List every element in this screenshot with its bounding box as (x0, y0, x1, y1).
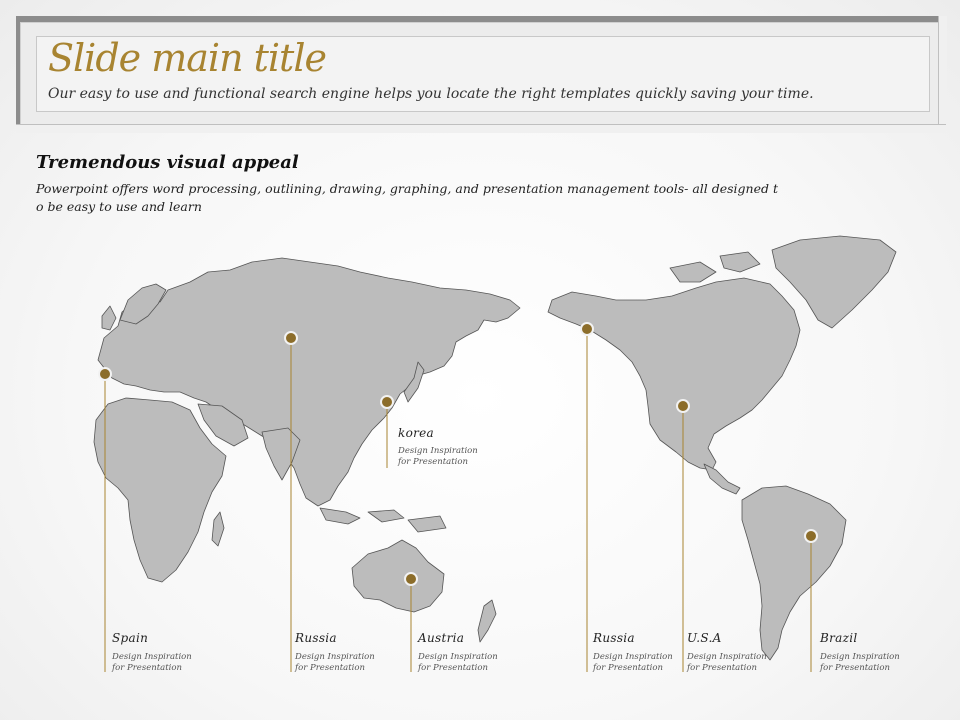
section-body-line-1: Powerpoint offers word processing, outlining, drawing, graphing, and presentation management tools- all designed t (36, 181, 778, 196)
marker-label-russia-2: Russia (593, 631, 635, 645)
marker-desc-russia-1 (295, 652, 395, 674)
marker-desc-line: for Presentation (112, 663, 182, 673)
marker-label-brazil: Brazil (820, 631, 858, 645)
slide-title: Slide main title (48, 36, 326, 80)
marker-desc-russia-2 (593, 652, 693, 674)
marker-dot-korea (381, 396, 393, 408)
marker-label-russia-1: Russia (295, 631, 337, 645)
slide-subtitle: Our easy to use and functional search engine helps you locate the right templates quickly saving your time. (48, 86, 814, 102)
marker-desc-line: Design Inspiration (593, 652, 673, 662)
marker-label-usa: U.S.A (687, 631, 722, 645)
section-body-line-2: o be easy to use and learn (36, 199, 202, 214)
marker-desc-austria (418, 652, 518, 674)
marker-desc-line: for Presentation (418, 663, 488, 673)
marker-desc-spain (112, 652, 212, 674)
marker-desc-line: for Presentation (687, 663, 757, 673)
marker-dot-austria (405, 573, 417, 585)
marker-desc-line: for Presentation (820, 663, 890, 673)
section-heading: Tremendous visual appeal (36, 152, 299, 173)
marker-dot-russia-1 (285, 332, 297, 344)
marker-desc-line: Design Inspiration (418, 652, 498, 662)
marker-dot-brazil (805, 530, 817, 542)
marker-desc-line: for Presentation (398, 457, 468, 467)
marker-desc-line: Design Inspiration (112, 652, 192, 662)
marker-dot-russia-2 (581, 323, 593, 335)
marker-desc-brazil (820, 652, 920, 674)
marker-desc-line: Design Inspiration (687, 652, 767, 662)
marker-desc-line: Design Inspiration (820, 652, 900, 662)
marker-desc-usa (687, 652, 787, 674)
marker-desc-line: Design Inspiration (295, 652, 375, 662)
marker-dot-spain (99, 368, 111, 380)
marker-label-spain: Spain (112, 631, 149, 645)
marker-desc-line: for Presentation (295, 663, 365, 673)
marker-label-austria: Austria (418, 631, 465, 645)
marker-desc-korea (398, 446, 498, 468)
marker-label-korea: korea (398, 426, 434, 440)
marker-desc-line: for Presentation (593, 663, 663, 673)
marker-desc-line: Design Inspiration (398, 446, 478, 456)
marker-dot-usa (677, 400, 689, 412)
